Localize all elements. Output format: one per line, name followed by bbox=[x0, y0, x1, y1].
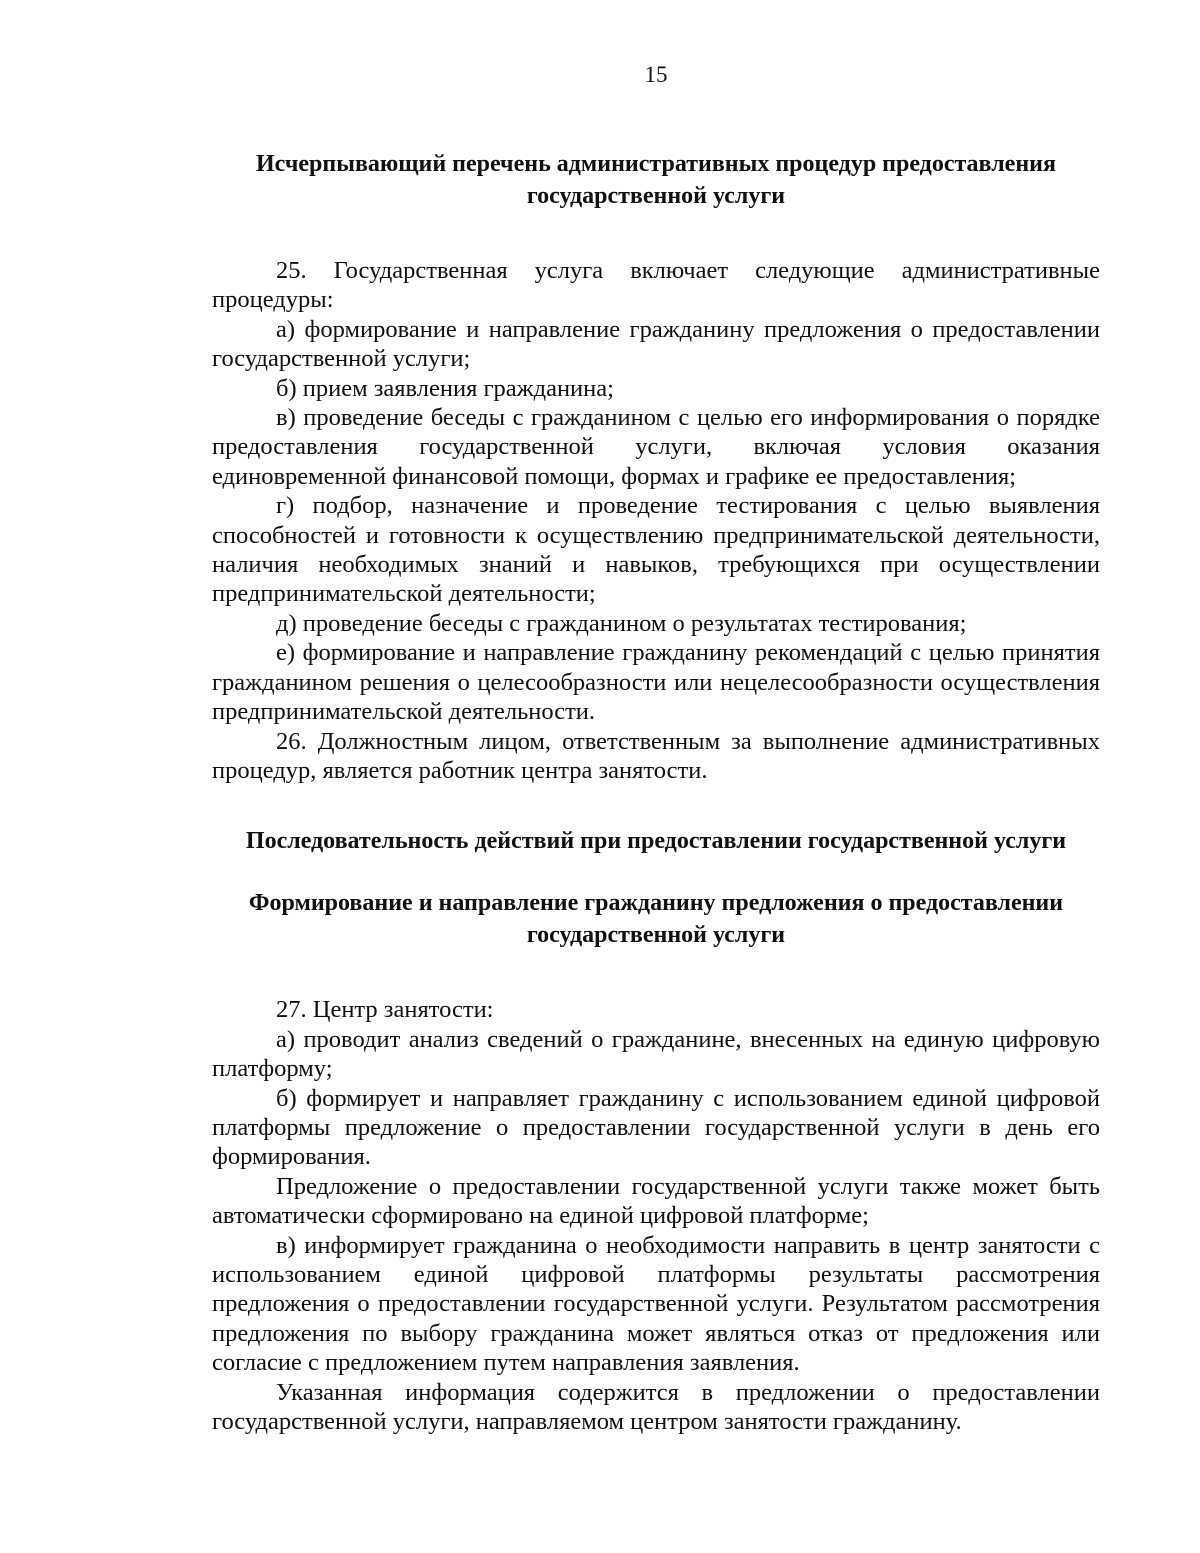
section-heading-sequence: Последовательность действий при предоставлении государственной услуги bbox=[245, 828, 1067, 855]
section-heading-offer: Формирование и направление гражданину предложения о предоставлении государственной услуги bbox=[248, 890, 1064, 949]
paragraph: 25. Государственная услуга включает следующие административные процедуры: bbox=[212, 257, 1100, 314]
paragraph: 27. Центр занятости: bbox=[276, 996, 494, 1024]
page-number: 15 bbox=[644, 62, 668, 87]
list-item: г) подбор, назначение и проведение тестирования с целью выявления способностей и готовности к осуществлению предпринимательской деятельности, наличия необходимых знаний и навыков, требующихся при осуществлении предпринимательской деятельности; bbox=[212, 492, 1100, 608]
list-item: в) информирует гражданина о необходимости направить в центр занятости с использованием единой цифровой платформы результаты рассмотрения предложения о предоставлении государственной услуги. Результатом рассмотрения предложения по выбору гражданина может являться отказ от предложения или согласие с предложением путем направления заявления. bbox=[212, 1231, 1100, 1377]
list-item: а) формирование и направление гражданину предложения о предоставлении государственной услуги; bbox=[212, 315, 1100, 373]
list-item: а) проводит анализ сведений о гражданине, внесенных на единую цифровую платформу; bbox=[212, 1025, 1100, 1083]
list-item: д) проведение беседы с гражданином о результатах тестирования; bbox=[276, 609, 967, 637]
paragraph: 26. Должностным лицом, ответственным за выполнение административных процедур, является работник центра занятости. bbox=[212, 727, 1100, 784]
list-item: в) проведение беседы с гражданином с целью его информирования о порядке предоставления государственной услуги, включая условия оказания единовременной финансовой помощи, формах и графике ее предоставления; bbox=[212, 404, 1100, 490]
paragraph: Предложение о предоставлении государственной услуги также может быть автоматически сформировано на единой цифровой платформе; bbox=[212, 1172, 1100, 1230]
list-item: е) формирование и направление гражданину рекомендаций с целью принятия гражданином решения о целесообразности или нецелесообразности осуществления предпринимательской деятельности. bbox=[212, 639, 1100, 726]
section-heading-procedures: Исчерпывающий перечень административных процедур предоставления государственной услуги bbox=[256, 151, 1056, 209]
list-item: б) прием заявления гражданина; bbox=[276, 374, 614, 402]
document-body bbox=[212, 148, 1100, 1436]
list-item: б) формирует и направляет гражданину с использованием единой цифровой платформы предложение о предоставлении государственной услуги в день его формирования. bbox=[212, 1084, 1100, 1171]
paragraph: Указанная информация содержится в предложении о предоставлении государственной услуги, направляемом центром занятости гражданину. bbox=[212, 1378, 1100, 1435]
